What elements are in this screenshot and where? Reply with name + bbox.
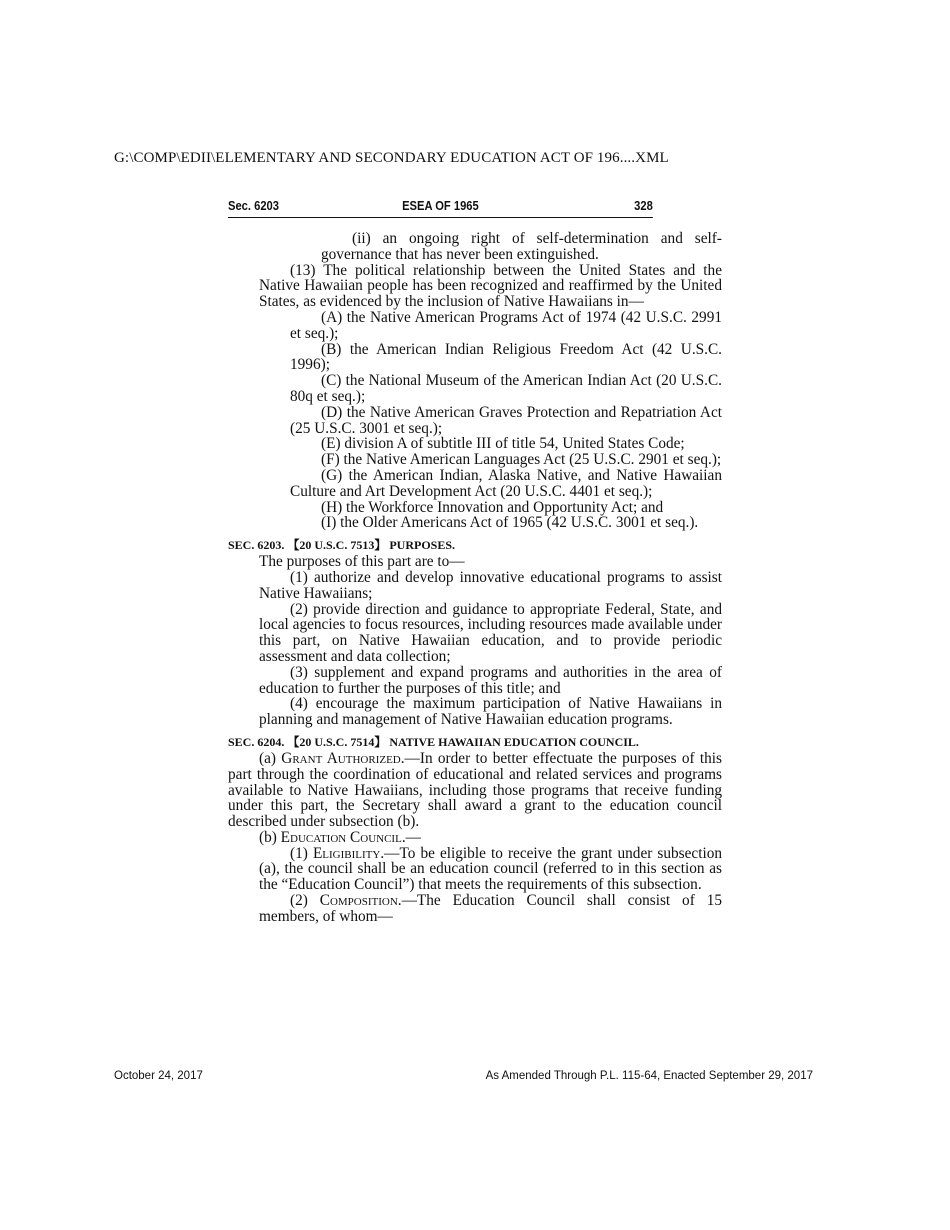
- paragraph-b1-label: (1): [290, 844, 313, 862]
- paragraph-b1-caption: Eligibility: [312, 844, 381, 862]
- paragraph-A: (A) the Native American Programs Act of 1974 (42 U.S.C. 2991 et seq.);: [290, 308, 722, 342]
- footer-amended-through: As Amended Through P.L. 115-64, Enacted September 29, 2017: [485, 1070, 813, 1082]
- paragraph-13: (13) The political relationship between the United States and the Native Hawaiian people has been recognized and reaffirmed by the United States, as evidenced by the inclusion of Native Hawaiians in—: [259, 261, 722, 311]
- page-number: 328: [634, 198, 653, 213]
- running-head: [228, 197, 653, 218]
- subsection-a-caption: Grant Authorized: [281, 749, 401, 767]
- subsection-a-label: (a): [259, 749, 282, 767]
- paragraph-b2-text: .—The Education Council shall consist of 15 members, of whom—: [259, 892, 722, 925]
- paragraph-b2-caption: Composition: [319, 892, 398, 910]
- paragraph-F: (F) the Native American Languages Act (25 U.S.C. 2901 et seq.);: [321, 451, 722, 469]
- paragraph-b2: [228, 893, 722, 925]
- file-path: G:\COMP\EDII\ELEMENTARY AND SECONDARY EDUCATION ACT OF 196....XML: [114, 150, 669, 166]
- section-reference: Sec. 6203: [228, 198, 279, 213]
- purpose-1: (1) authorize and develop innovative educational programs to assist Native Hawaiians;: [259, 568, 722, 602]
- subsection-b-caption: Education Council: [280, 828, 402, 846]
- paragraph-I: (I) the Older Americans Act of 1965 (42 U.S.C. 3001 et seq.).: [321, 514, 699, 532]
- subsection-a-text: .—In order to better effectuate the purposes of this part through the coordination of educational and related services and programs available to Native Hawaiians, including those programs that receive funding under this part, the Secretary shall award a grant to the education council described under subsection (b).: [228, 749, 722, 831]
- document-body: [228, 231, 722, 925]
- paragraph-b2-label: (2): [290, 892, 320, 910]
- section-6203-heading: SEC. 6203. 【20 U.S.C. 7513】 PURPOSES.: [228, 538, 456, 553]
- paragraph-b1-text: .—To be eligible to receive the grant under subsection (a), the council shall be an education council (referred to in this section as the “Education Council”) that meets the requirements of this subsection.: [259, 844, 722, 894]
- subsection-a: [228, 751, 722, 830]
- purpose-2: (2) provide direction and guidance to appropriate Federal, State, and local agencies to focus resources, including resources made available under this part, on Native Hawaiian education, and to provide periodic assessment and data collection;: [259, 600, 722, 665]
- paragraph-G: (G) the American Indian, Alaska Native, and Native Hawaiian Culture and Art Development Act (20 U.S.C. 4401 et seq.);: [290, 466, 722, 500]
- paragraph-b1: [228, 846, 722, 893]
- paragraph-ii: (ii) an ongoing right of self-determination and self-governance that has never been extinguished.: [321, 230, 722, 263]
- paragraph-B: (B) the American Indian Religious Freedom Act (42 U.S.C. 1996);: [290, 340, 722, 374]
- paragraph-E: (E) division A of subtitle III of title 54, United States Code;: [321, 435, 685, 453]
- paragraph-D: (D) the Native American Graves Protection and Repatriation Act (25 U.S.C. 3001 et seq.);: [290, 403, 722, 437]
- act-title: ESEA OF 1965: [402, 198, 479, 213]
- purposes-intro: The purposes of this part are to—: [259, 553, 465, 571]
- subsection-b: [228, 830, 722, 846]
- purpose-3: (3) supplement and expand programs and authorities in the area of education to further the purposes of this title; and: [259, 663, 722, 697]
- section-6204-heading: SEC. 6204. 【20 U.S.C. 7514】 NATIVE HAWAIIAN EDUCATION COUNCIL.: [228, 734, 639, 749]
- purpose-4: (4) encourage the maximum participation of Native Hawaiians in planning and management of Native Hawaiian education programs.: [259, 695, 722, 729]
- paragraph-C: (C) the National Museum of the American Indian Act (20 U.S.C. 80q et seq.);: [290, 372, 722, 405]
- footer-date: October 24, 2017: [114, 1070, 203, 1082]
- paragraph-H: (H) the Workforce Innovation and Opportunity Act; and: [321, 498, 664, 516]
- subsection-b-text: .—: [401, 828, 421, 846]
- subsection-b-label: (b): [259, 828, 281, 846]
